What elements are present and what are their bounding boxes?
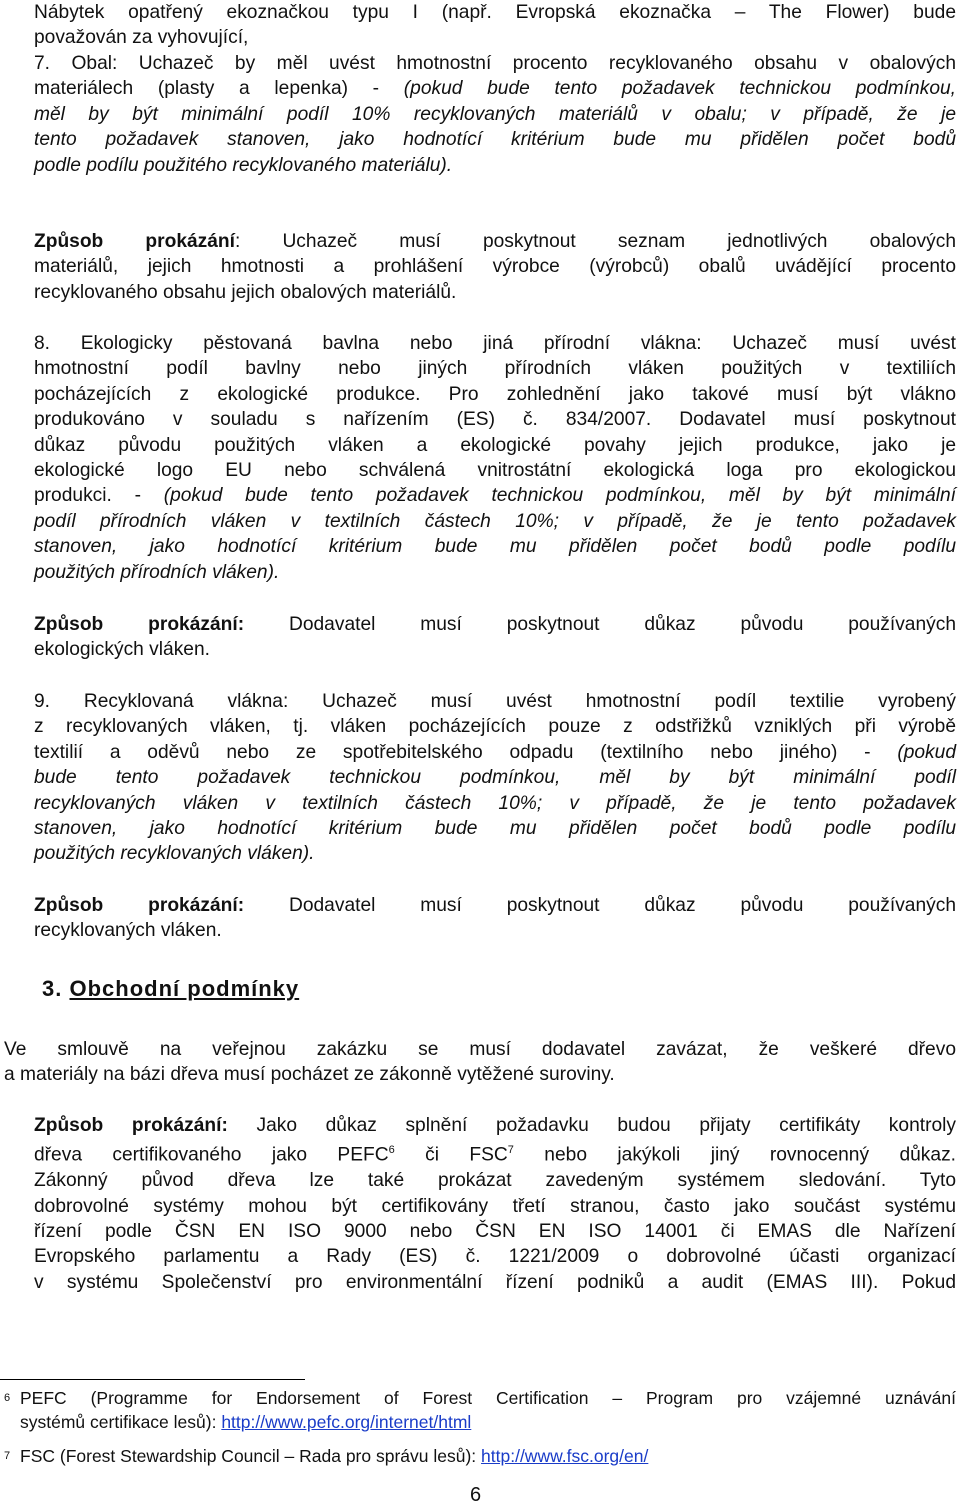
text-line: tento požadavek stanoven, jako hodnotící kritérium bude mu přidělen počet bodů bbox=[34, 129, 956, 151]
text-line: textilií a oděvů nebo ze spotřebitelského odpadu (textilního nebo jiného) - (pokud bbox=[34, 741, 956, 763]
text-line: hmotnostní podíl bavlny nebo jiných přírodních vláken použitých v textiliích bbox=[34, 358, 956, 380]
text-line: 7. Obal: Uchazeč by měl uvést hmotnostní procento recyklovaného obsahu v obalových bbox=[34, 53, 956, 74]
text-line: z recyklovaných vláken, tj. vláken pocházejících pouze z odstřižků vzniklých při výrobě bbox=[34, 716, 956, 738]
footnote-7 bbox=[4, 1444, 956, 1468]
text-line: recyklovaného obsahu jejich obalových materiálů. bbox=[34, 281, 457, 303]
footnote-ref-6[interactable]: 6 bbox=[388, 1144, 395, 1157]
text-line: PEFC (Programme for Endorsement of Forest Certification – Program pro vzájemné uznávání bbox=[20, 1388, 956, 1408]
text-line: produkci. - (pokud bude tento požadavek technickou podmínkou, měl by být minimální bbox=[34, 485, 956, 507]
footnote-6 bbox=[4, 1386, 956, 1434]
text-line: Zákonný původ dřeva lze také prokázat zavedeným systémem sledování. Tyto bbox=[34, 1170, 956, 1192]
item-9-recycled-fibres bbox=[34, 689, 956, 867]
section-title: Obchodní podmínky bbox=[69, 976, 300, 1001]
text-line: systémů certifikace lesů): http://www.pefc.org/internet/html bbox=[20, 1412, 472, 1432]
proof-label: Způsob prokázání: bbox=[34, 895, 245, 916]
text-line: podíl přírodních vláken v textilních částech 10%; v případě, že je tento požadavek bbox=[34, 510, 956, 532]
text-line: v systému Společenství pro environmentální řízení podniků a audit (EMAS III). Pokud bbox=[34, 1271, 956, 1293]
text-line: Způsob prokázání: Dodavatel musí poskytnout důkaz původu používaných bbox=[34, 895, 956, 916]
text-line: stanoven, jako hodnotící kritérium bude mu přidělen počet bodů podle podílu bbox=[34, 818, 956, 840]
footnote-number: 7 bbox=[4, 1450, 11, 1462]
text-line: recyklovaných vláken. bbox=[34, 920, 222, 942]
proof-label: Způsob prokázání: bbox=[34, 614, 245, 635]
text-line: bude tento požadavek technickou podmínkou, měl by být minimální podíl bbox=[34, 767, 956, 789]
text-line: použitých recyklovaných vláken). bbox=[34, 843, 315, 865]
text-line: FSC (Forest Stewardship Council – Rada pro správu lesů): bbox=[20, 1446, 482, 1466]
text-line: ekologických vláken. bbox=[34, 639, 210, 661]
section-3-proof bbox=[34, 1113, 956, 1295]
footnote-separator bbox=[0, 1379, 305, 1380]
text-line: materiálech (plasty a lepenka) - (pokud bude tento požadavek technickou podmínkou, bbox=[34, 78, 956, 100]
text-line: Způsob prokázání: Jako důkaz splnění požadavku budou přijaty certifikáty kontroly bbox=[34, 1115, 956, 1136]
text-line: Způsob prokázání: Uchazeč musí poskytnout seznam jednotlivých obalových bbox=[34, 231, 957, 252]
text-line: materiálů, jejich hmotnosti a prohlášení výrobce (výrobců) obalů uvádějící procento bbox=[34, 256, 956, 278]
text-line: recyklovaných vláken v textilních částech 10%; v případě, že je tento požadavek bbox=[34, 792, 956, 814]
pefc-link[interactable]: http://www.pefc.org/internet/html bbox=[221, 1412, 472, 1432]
text-line: stanoven, jako hodnotící kritérium bude mu přidělen počet bodů podle podílu bbox=[34, 536, 956, 558]
item-7-proof bbox=[34, 229, 956, 305]
paragraph-top bbox=[34, 0, 956, 51]
text-line: a materiály na bázi dřeva musí pocházet ze zákonně vytěžené suroviny. bbox=[4, 1064, 615, 1086]
text-line: měl by být minimální podíl 10% recyklovaných materiálů v obalu; v případě, že je bbox=[34, 103, 956, 125]
text-line: Evropského parlamentu a Rady (ES) č. 1221/2009 o dobrovolné účasti organizací bbox=[34, 1246, 956, 1268]
item-9-proof bbox=[34, 893, 956, 944]
text-line: Nábytek opatřený ekoznačkou typu I (např. Evropská ekoznačka – The Flower) bude bbox=[34, 2, 956, 23]
section-3-intro bbox=[4, 1037, 956, 1088]
text-line: důkaz původu použitých vláken a ekologické povahy jejich produkce, jako je bbox=[34, 434, 956, 456]
footnote-number: 6 bbox=[4, 1392, 11, 1404]
item-8-cotton bbox=[34, 331, 956, 585]
proof-label: Způsob prokázání bbox=[34, 231, 235, 252]
text-line: Způsob prokázání: Dodavatel musí poskytnout důkaz původu používaných bbox=[34, 614, 956, 635]
page-number: 6 bbox=[470, 1484, 482, 1506]
section-number: 3. bbox=[42, 976, 63, 1001]
fsc-link[interactable]: http://www.fsc.org/en/ bbox=[481, 1446, 649, 1466]
text-line: použitých přírodních vláken). bbox=[34, 561, 280, 583]
text-line: dřeva certifikovaného jako PEFC$^6$ či FSC$^7$ nebo jakýkoli jiný rovnocenný důkaz. bbox=[34, 1144, 956, 1166]
item-7-packaging bbox=[34, 51, 956, 178]
text-line: 8. Ekologicky pěstovaná bavlna nebo jiná přírodní vlákna: Uchazeč musí uvést bbox=[34, 333, 956, 354]
item-8-proof bbox=[34, 612, 956, 663]
text-line: 9. Recyklovaná vlákna: Uchazeč musí uvést hmotnostní podíl textilie vyrobený bbox=[34, 691, 956, 712]
text-line: pocházejících z ekologické produkce. Pro zohlednění jako takové musí být vlákno bbox=[34, 383, 956, 405]
text-line: produkováno v souladu s nařízením (ES) č. 834/2007. Dodavatel musí poskytnout bbox=[34, 409, 956, 431]
text-line: podle podílu použitého recyklovaného materiálu). bbox=[34, 154, 453, 176]
section-heading bbox=[42, 976, 299, 1002]
text-line: řízení podle ČSN EN ISO 9000 nebo ČSN EN ISO 14001 či EMAS dle Nařízení bbox=[34, 1221, 956, 1243]
text-line: považován za vyhovující, bbox=[34, 27, 249, 49]
text-line: Ve smlouvě na veřejnou zakázku se musí dodavatel zavázat, že veškeré dřevo bbox=[4, 1039, 956, 1060]
text-line: ekologické logo EU nebo schválená vnitrostátní ekologická loga pro ekologickou bbox=[34, 460, 956, 482]
proof-label: Způsob prokázání: bbox=[34, 1115, 228, 1136]
text-line: dobrovolné systémy mohou být certifikovány třetí stranou, často jako součást systému bbox=[34, 1195, 956, 1217]
footnote-ref-7[interactable]: 7 bbox=[507, 1144, 514, 1157]
